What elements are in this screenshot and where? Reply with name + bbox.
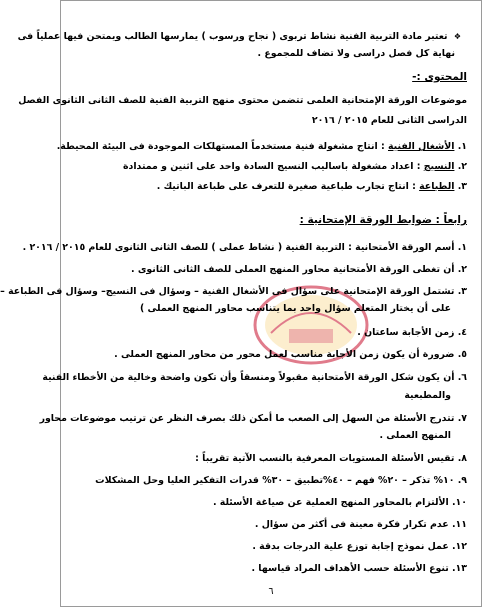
content-item-3: ٣. الطباعة : انتاج تجارب طباعية صغيرة للتعرف على طباعة الباتيك . — [156, 181, 467, 192]
controls-item-7-cont: المنهج العملى . — [379, 430, 451, 441]
controls-item-10: ١٠. الألتزام بالمحاور المنهج العملية عن صياغة الأسئلة . — [212, 497, 467, 508]
intro-line-2: نهاية كل فصل دراسى ولا تضاف للمجموع . — [257, 48, 455, 59]
page-number: ٦ — [268, 586, 274, 597]
controls-item-5: ٥. ضرورة أن يكون زمن الأجابة مناسب لعمل محور من محاور المنهج العملى . — [114, 349, 467, 360]
content-item-label: الأشغال الفنية — [387, 141, 455, 152]
controls-item-6: ٦. أن يكون شكل الورقة الأمتحانية مقبولاً ومنسقاً وأن تكون واضحة وخالية من الأخطاء الفنية — [42, 372, 467, 383]
content-title: المحتوى :- — [412, 71, 467, 83]
controls-item-4: ٤. زمن الأجابة ساعتان . — [357, 327, 467, 338]
controls-item-2: ٢. أن تغطى الورقة الأمتحانية محاور المنهج العملى للصف الثانى الثانوى . — [131, 264, 467, 275]
content-para-2: الدراسى الثانى للعام ٢٠١٥ / ٢٠١٦ — [311, 115, 467, 126]
controls-title: رابعاً : ضوابط الورقة الإمتحانية : — [299, 214, 467, 226]
content-item-1: ١. الأشغال الفنية : انتاج مشغولة فنية مستخدماً المستهلكات الموجودة فى البيئة المحيطة. — [56, 141, 467, 152]
controls-item-3-cont: على أن يختار المتعلم سؤال واحد بما يتناسب محاور المنهج العملى ) — [140, 303, 451, 314]
controls-item-13: ١٣. تنوع الأسئلة حسب الأهداف المراد قياسها . — [251, 563, 467, 574]
intro-text-1: تعتبر مادة التربية الفنية نشاط تربوى ( نجاح ورسوب ) يمارسها الطالب ويمتحن فيها عملياً فى — [17, 31, 448, 42]
controls-item-12: ١٢. عمل نموذج إجابة توزع علية الدرجات بدقة . — [252, 541, 467, 552]
controls-item-6-cont: والمطبعية — [404, 390, 451, 401]
controls-item-1: ١. أسم الورقة الأمتحانية : التربية الفنية ( نشاط عملى ) للصف الثانى الثانوى للعام ٢٠١٥ / ٢٠١٦ . — [22, 242, 467, 253]
diamond-bullet-icon: ❖ — [453, 32, 461, 41]
content-item-2: ٢. النسيج : اعداد مشغولة باساليب النسيج السادة واحد على اثنين و ممتدادة — [122, 161, 467, 172]
content-item-label: الطباعة — [419, 181, 455, 192]
content-para-1: موضوعات الورقة الإمتحانية العلمى تتضمن محتوى منهج التربية الفنية للصف الثانى الثانوى الفصل — [18, 95, 467, 106]
content-item-label: النسيج — [423, 161, 455, 172]
controls-item-3: ٣. تشتمل الورقة الإمتحانية على سؤال فى الأشغال الفنية – وسؤال فى النسيج– وسؤال فى الطباعة – — [0, 286, 467, 297]
controls-item-11: ١١. عدم تكرار فكرة معينة فى أكثر من سؤال . — [254, 519, 467, 530]
controls-item-9: ٩. ١٠% تذكر – ٢٠% فهم – ٤٠%تطبيق – ٣٠% قدرات التفكير العليا وحل المشكلات — [95, 475, 467, 486]
intro-line-1 — [17, 31, 461, 43]
controls-item-7: ٧. تتدرج الأسئلة من السهل إلى الصعب ما أمكن ذلك بصرف النظر عن ترتيب موضوعات محاور — [39, 413, 467, 424]
controls-item-8: ٨. تقيس الأسئلة المستويات المعرفية بالنسب الآتية تقريباً : — [195, 453, 467, 464]
